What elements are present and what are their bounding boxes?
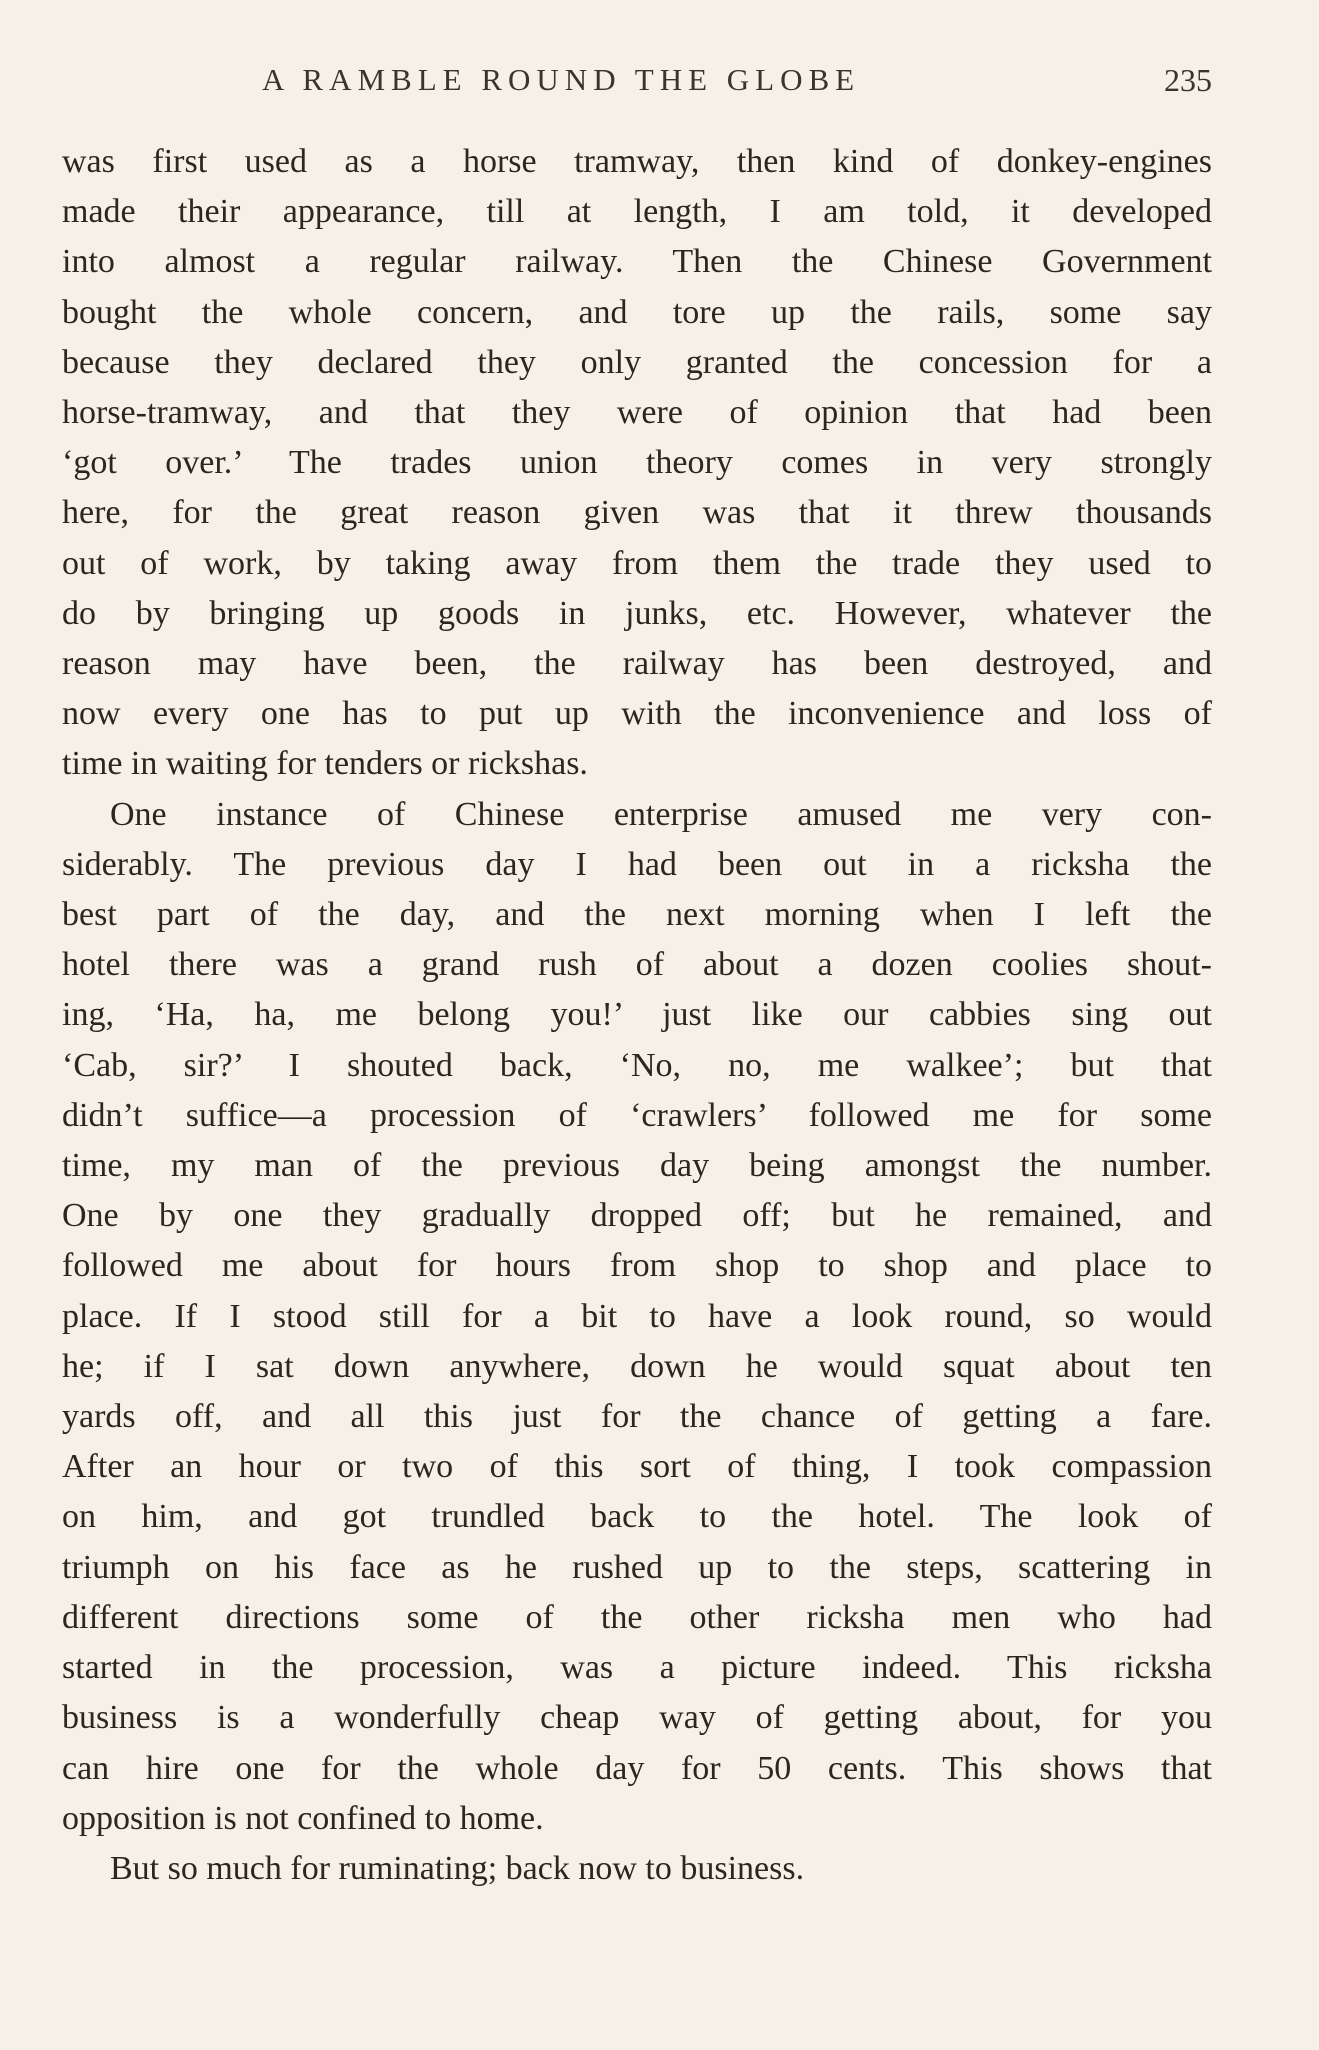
text-line: horse-tramway, and that they were of opinion that had been (62, 394, 1212, 432)
text-line: followed me about for hours from shop to shop and place to (62, 1247, 1212, 1285)
text-line: reason may have been, the railway has been destroyed, and (62, 645, 1212, 683)
text-line: ing, ‘Ha, ha, me belong you!’ just like our cabbies sing out (62, 996, 1212, 1034)
text-line: now every one has to put up with the inconvenience and loss of (62, 695, 1212, 733)
text-line: different directions some of the other ricksha men who had (62, 1598, 1212, 1636)
text-line: ‘Cab, sir?’ I shouted back, ‘No, no, me walkee’; but that (62, 1046, 1212, 1084)
text-line: yards off, and all this just for the chance of getting a fare. (62, 1398, 1212, 1436)
text-line: business is a wonderfully cheap way of getting about, for you (62, 1699, 1212, 1737)
text-line: But so much for ruminating; back now to business. (110, 1849, 805, 1887)
text-line: do by bringing up goods in junks, etc. However, whatever the (62, 594, 1212, 632)
text-line: here, for the great reason given was that it threw thousands (62, 494, 1212, 532)
text-line: can hire one for the whole day for 50 cents. This shows that (62, 1749, 1212, 1787)
paragraph-3 (62, 1844, 1212, 1894)
text-line: best part of the day, and the next morning when I left the (62, 896, 1212, 934)
text-line: siderably. The previous day I had been out in a ricksha the (62, 845, 1212, 883)
text-line: made their appearance, till at length, I am told, it developed (62, 193, 1212, 231)
paragraph-1 (62, 137, 1212, 790)
text-line: out of work, by taking away from them the trade they used to (62, 544, 1212, 582)
text-line: opposition is not confined to home. (62, 1799, 544, 1837)
page-number: 235 (1164, 62, 1212, 98)
text-line: time in waiting for tenders or rickshas. (62, 745, 588, 783)
text-line: After an hour or two of this sort of thing, I took compassion (62, 1448, 1212, 1486)
text-line: bought the whole concern, and tore up the rails, some say (62, 293, 1212, 331)
text-line: because they declared they only granted the concession for a (62, 343, 1212, 381)
text-line: ‘got over.’ The trades union theory comes in very strongly (62, 444, 1212, 482)
text-line: he; if I sat down anywhere, down he would squat about ten (62, 1347, 1212, 1385)
text-line: was first used as a horse tramway, then kind of donkey-engines (62, 143, 1212, 180)
running-head (62, 62, 1212, 102)
running-title: A RAMBLE ROUND THE GLOBE (262, 62, 861, 97)
text-line: into almost a regular railway. Then the Chinese Government (62, 243, 1212, 281)
body-text (62, 137, 1212, 1894)
text-line: time, my man of the previous day being amongst the number. (62, 1147, 1212, 1185)
text-line: hotel there was a grand rush of about a dozen coolies shout- (62, 946, 1212, 984)
text-line: on him, and got trundled back to the hotel. The look of (62, 1498, 1212, 1536)
text-line: place. If I stood still for a bit to have a look round, so would (62, 1297, 1212, 1335)
text-line: One by one they gradually dropped off; but he remained, and (62, 1197, 1212, 1235)
text-line: One instance of Chinese enterprise amused me very con- (110, 795, 1212, 833)
text-line: started in the procession, was a picture indeed. This ricksha (62, 1649, 1212, 1687)
paragraph-2 (62, 790, 1212, 1844)
text-line: didn’t suffice—a procession of ‘crawlers’ followed me for some (62, 1096, 1212, 1134)
text-line: triumph on his face as he rushed up to the steps, scattering in (62, 1548, 1212, 1586)
